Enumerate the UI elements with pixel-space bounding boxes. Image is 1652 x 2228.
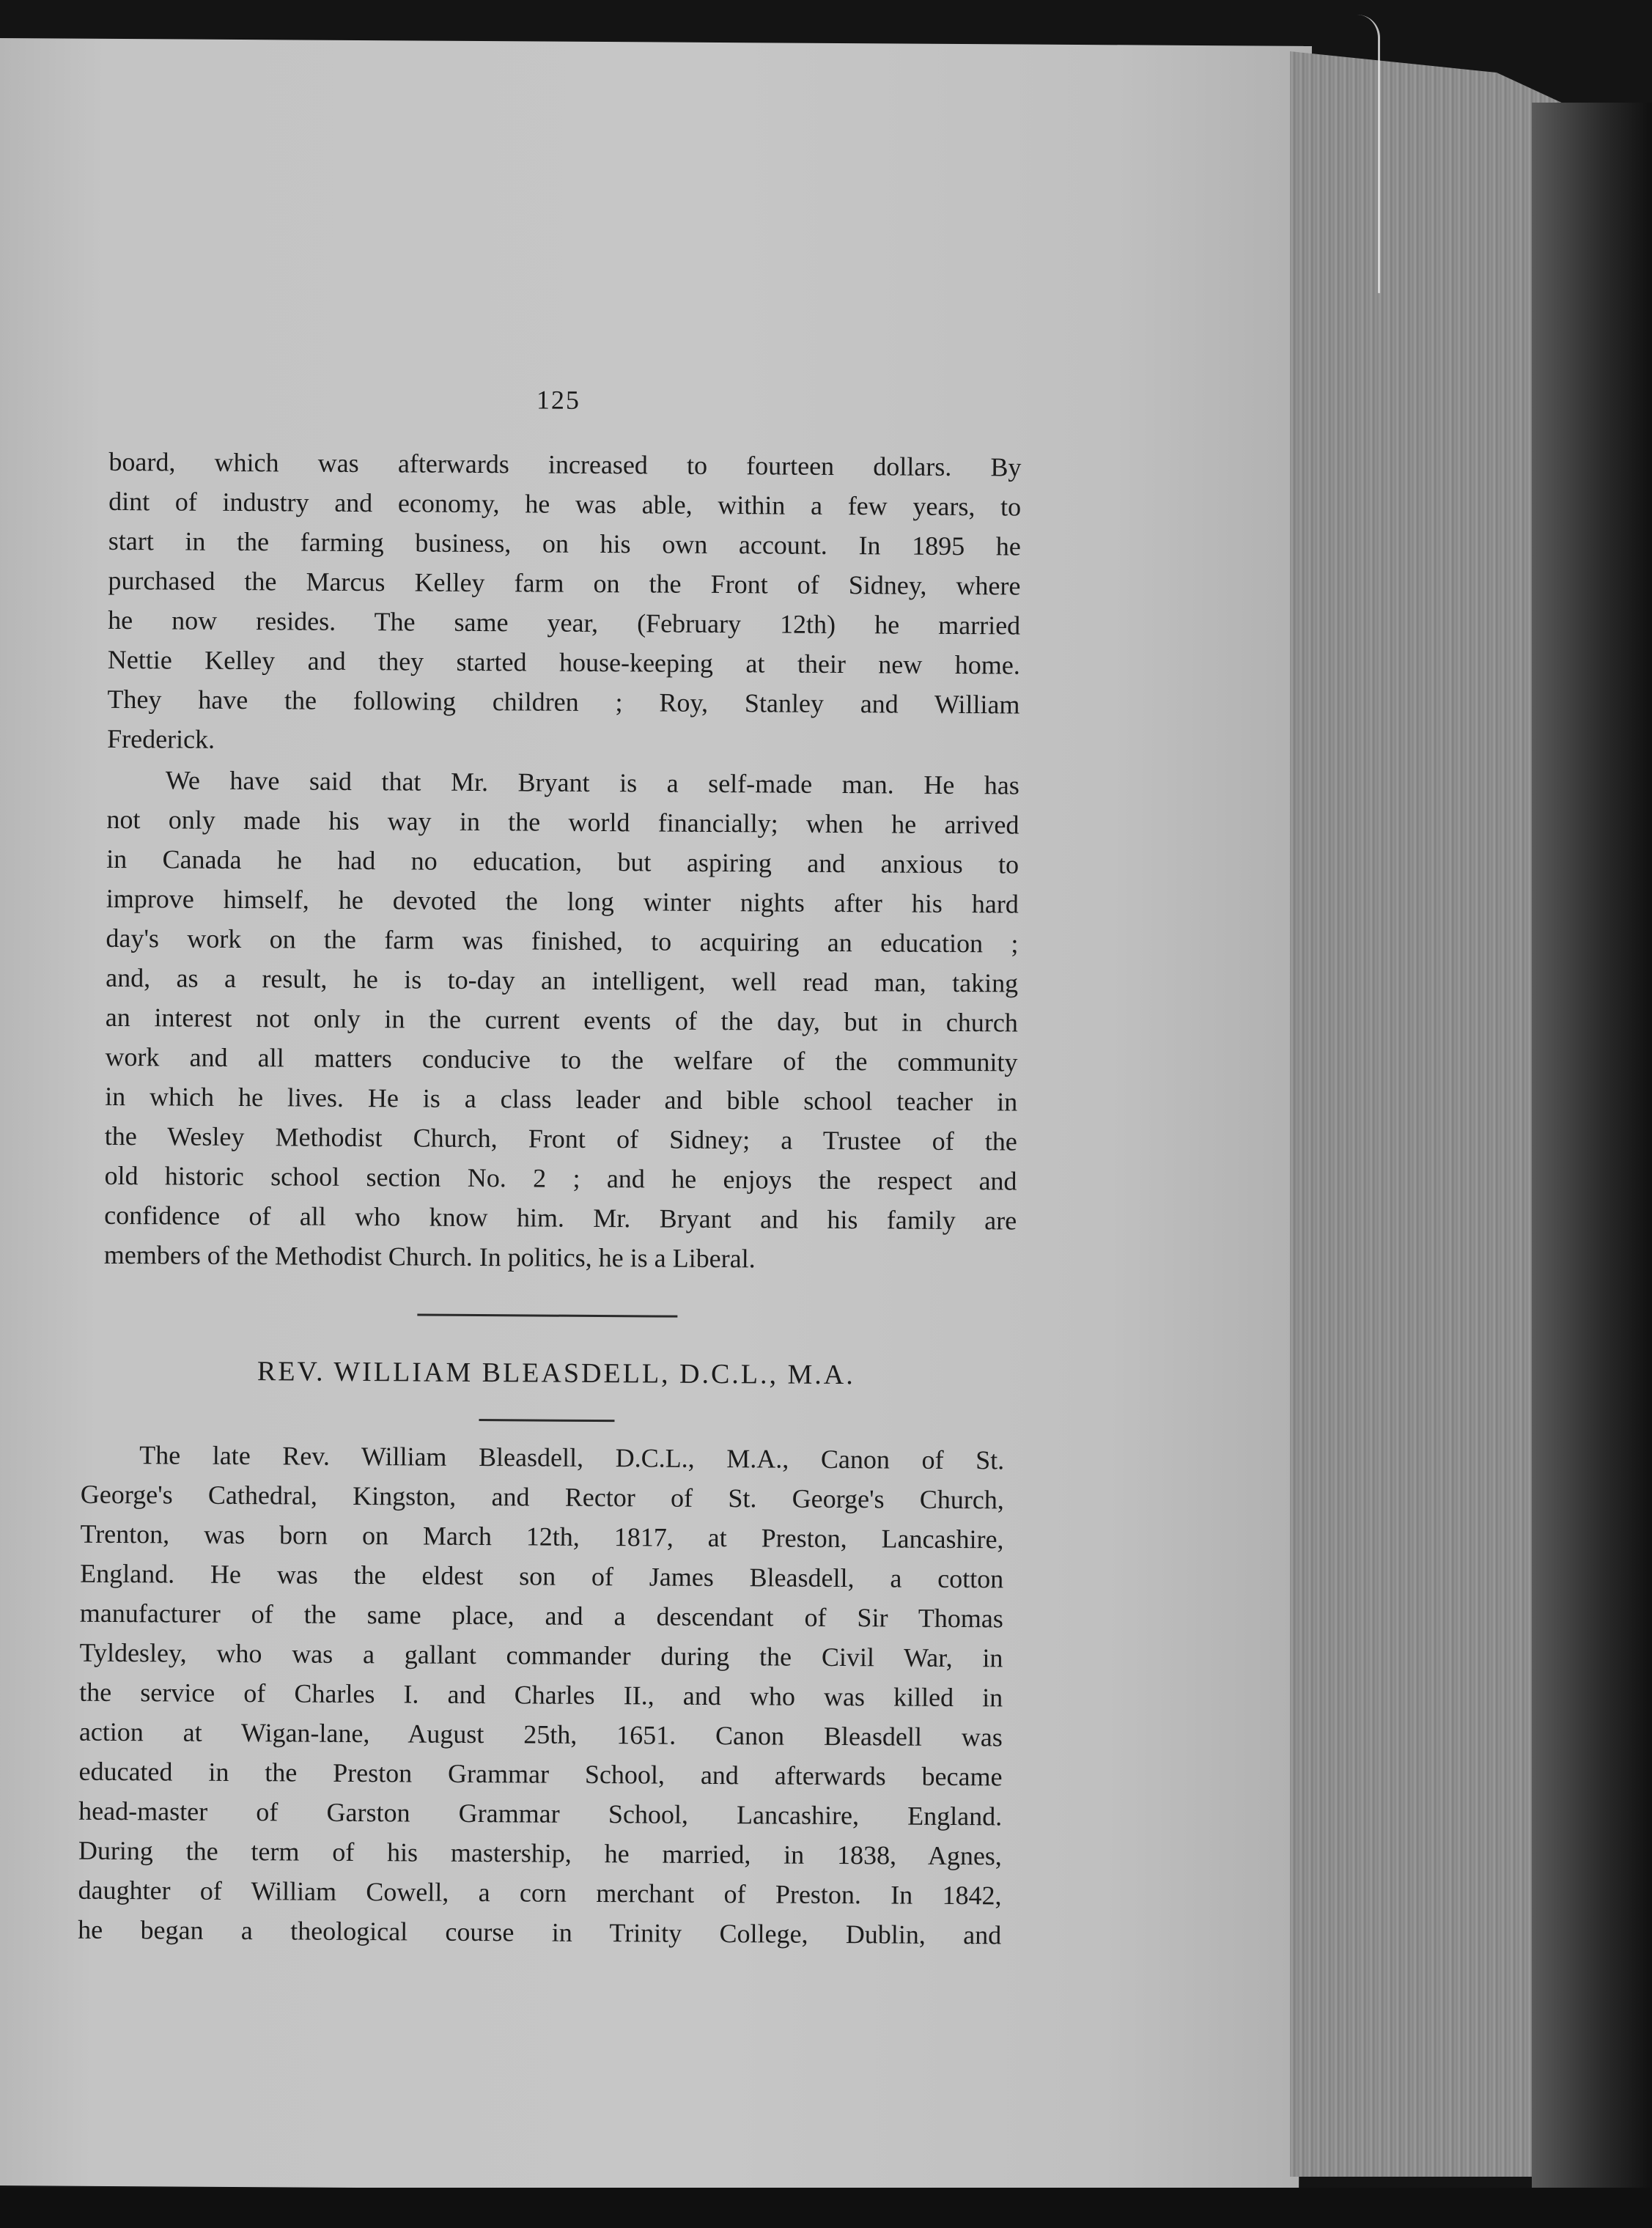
bryant-text-block: [104, 442, 1022, 1280]
text-line: manufacturer of the same place, and a descendant of Sir Thomas: [79, 1598, 1003, 1634]
heading-underline: [479, 1419, 614, 1422]
text-line: dint of industry and economy, he was able, within a few years, to: [108, 486, 1022, 522]
text-line: We have said that Mr. Bryant is a self-made man. He has: [165, 765, 1019, 800]
text-line: the service of Charles I. and Charles II., and who was killed in: [79, 1677, 1003, 1713]
text-line: in which he lives. He is a class leader and bible school teacher in: [105, 1081, 1018, 1117]
text-line: action at Wigan-lane, August 25th, 1651. Canon Bleasdell was: [78, 1716, 1003, 1752]
bryant-paragraph-2: [104, 760, 1019, 1280]
book-page: [0, 38, 1312, 2194]
text-line: he began a theological course in Trinity College, Dublin, and: [78, 1914, 1002, 1950]
text-line: day's work on the farm was finished, to acquiring an education ;: [106, 923, 1019, 959]
text-line: an interest not only in the current events of the day, but in church: [105, 1002, 1018, 1038]
text-line: improve himself, he devoted the long winter nights after his hard: [106, 883, 1019, 919]
text-line: confidence of all who know him. Mr. Bryant and his family are: [104, 1200, 1017, 1236]
text-line: During the term of his mastership, he married, in 1838, Agnes,: [78, 1835, 1002, 1871]
binding-shadow: [1532, 103, 1652, 2228]
bryant-paragraph-1: [107, 442, 1022, 764]
section-divider: [417, 1314, 677, 1318]
text-line: and, as a result, he is to-day an intelligent, well read man, taking: [106, 962, 1019, 998]
text-line: purchased the Marcus Kelley farm on the Front of Sidney, where: [108, 565, 1021, 601]
page-number: 125: [536, 385, 581, 415]
bleasdell-paragraph-1: [78, 1435, 1004, 1955]
text-line: the Wesley Methodist Church, Front of Sidney; a Trustee of the: [104, 1121, 1017, 1157]
text-line: educated in the Preston Grammar School, and afterwards became: [78, 1756, 1003, 1792]
text-line: Trenton, was born on March 12th, 1817, at Preston, Lancashire,: [80, 1519, 1004, 1554]
text-line: daughter of William Cowell, a corn merchant of Preston. In 1842,: [78, 1875, 1002, 1911]
text-line: Frederick.: [107, 723, 215, 754]
text-line: work and all matters conducive to the welfare of the community: [105, 1041, 1018, 1077]
text-line: They have the following children ; Roy, Stanley and William: [107, 684, 1020, 720]
text-line: board, which was afterwards increased to fourteen dollars. By: [108, 446, 1022, 482]
text-line: Nettie Kelley and they started house-keeping at their new home.: [107, 644, 1020, 680]
text-line: head-master of Garston Grammar School, Lancashire, England.: [78, 1796, 1003, 1832]
text-line: start in the farming business, on his own account. In 1895 he: [108, 525, 1021, 561]
text-line: old historic school section No. 2 ; and he enjoys the respect and: [104, 1160, 1017, 1196]
text-line: he now resides. The same year, (February 12th) he married: [108, 605, 1021, 641]
text-line: England. He was the eldest son of James Bleasdell, a cotton: [80, 1558, 1004, 1594]
scan-border: [0, 2188, 1652, 2228]
bleasdell-text-block: [78, 1435, 1004, 1955]
text-line: in Canada he had no education, but aspiring and anxious to: [106, 844, 1019, 879]
text-line: not only made his way in the world financially; when he arrived: [106, 804, 1019, 840]
bookmark-thread: [1334, 15, 1380, 293]
text-line: members of the Methodist Church. In politics, he is a Liberal.: [103, 1239, 756, 1274]
text-line: George's Cathedral, Kingston, and Rector of St. George's Church,: [80, 1479, 1004, 1515]
text-line: The late Rev. William Bleasdell, D.C.L., M.A., Canon of St.: [139, 1440, 1005, 1475]
text-line: Tyldesley, who was a gallant commander during the Civil War, in: [79, 1637, 1003, 1673]
section-heading: REV. WILLIAM BLEASDELL, D.C.L., M.A.: [257, 1356, 855, 1391]
